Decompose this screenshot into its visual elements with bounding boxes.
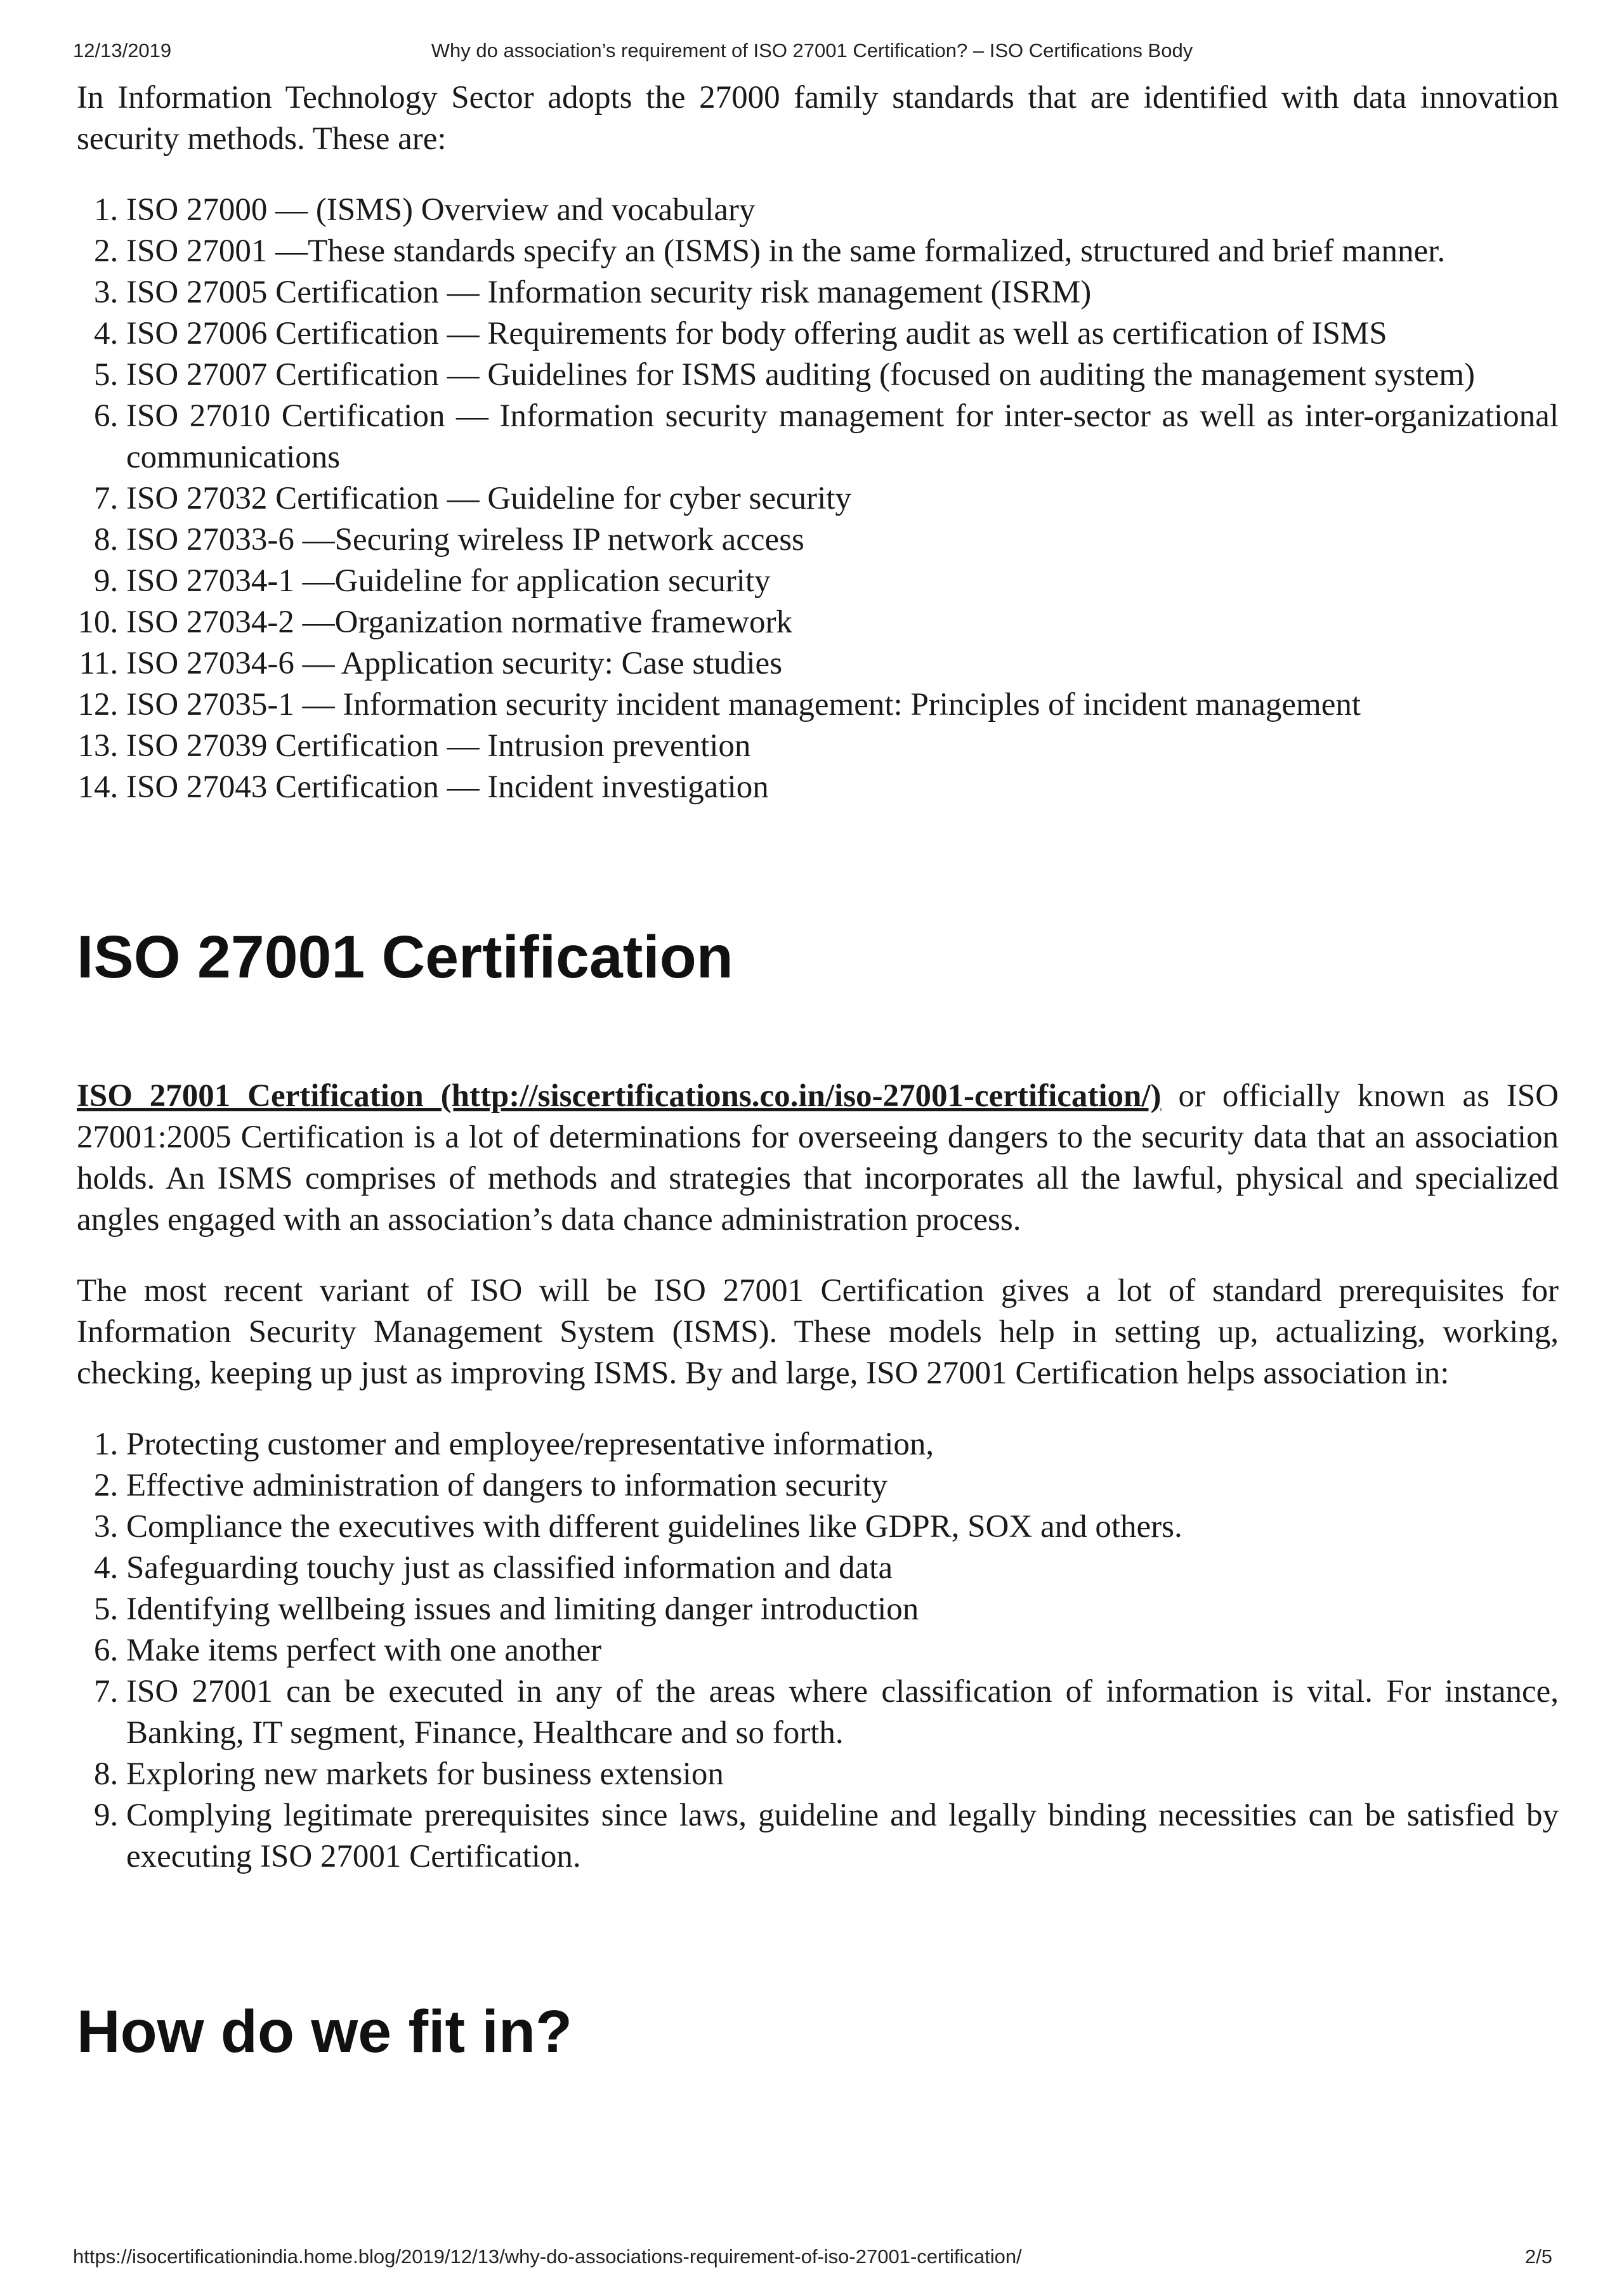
list-item: 7. ISO 27032 Certification — Guideline for cyber security [126, 478, 1559, 519]
benefits-list [77, 1424, 1559, 1878]
list-item: 13. ISO 27039 Certification — Intrusion prevention [126, 726, 1559, 767]
print-header-title: Why do association’s requirement of ISO 27001 Certification? – ISO Certifications Body [431, 39, 1193, 62]
list-item: 10. ISO 27034-2 —Organization normative framework [126, 602, 1559, 643]
certification-paragraph [77, 1076, 1559, 1241]
print-footer-url: https://isocertificationindia.home.blog/2019/12/13/why-do-associations-requirement-of-iso-27001-certification/ [73, 2245, 1022, 2268]
list-item: 3. ISO 27005 Certification — Information security risk management (ISRM) [126, 272, 1559, 313]
article-content [77, 77, 1559, 2067]
standards-list [77, 190, 1559, 808]
list-item: 1. ISO 27000 — (ISMS) Overview and vocabulary [126, 190, 1559, 231]
list-item: 6. Make items perfect with one another [126, 1630, 1559, 1671]
list-item: 11. ISO 27034-6 — Application security: Case studies [126, 643, 1559, 684]
list-item: 6. ISO 27010 Certification — Information security management for inter-sector as well as inter-organizational communications [126, 396, 1559, 478]
print-footer-page-number: 2/5 [1524, 2245, 1552, 2268]
print-footer [0, 2245, 1624, 2277]
list-item: 7. ISO 27001 can be executed in any of the areas where classification of information is vital. For instance, Banking, IT segment, Finance, Healthcare and so forth. [126, 1671, 1559, 1754]
list-item: 14. ISO 27043 Certification — Incident investigation [126, 767, 1559, 808]
print-header [0, 39, 1624, 71]
certification-paragraph-text: or officially known as ISO 27001:2005 Certification is a lot of determinations for overseeing dangers to the security data that an association holds. An ISMS comprises of methods and strategies that incorporates all the lawful, physical and specialized angles engaged with an association’s data chance administration process. [77, 1078, 1559, 1238]
list-item: 2. Effective administration of dangers to information security [126, 1465, 1559, 1506]
recent-variant-paragraph: The most recent variant of ISO will be ISO 27001 Certification gives a lot of standard prerequisites for Information Security Management System (ISMS). These models help in setting up, actualizing, working, checking, keeping up just as improving ISMS. By and large, ISO 27001 Certification helps association in: [77, 1273, 1559, 1391]
list-item: 8. ISO 27033-6 —Securing wireless IP network access [126, 519, 1559, 561]
print-header-date: 12/13/2019 [73, 39, 172, 62]
list-item: 2. ISO 27001 —These standards specify an (ISMS) in the same formalized, structured and brief manner. [126, 231, 1559, 272]
list-item: 12. ISO 27035-1 — Information security incident management: Principles of incident management [126, 684, 1559, 726]
list-item: 9. Complying legitimate prerequisites since laws, guideline and legally binding necessities can be satisfied by executing ISO 27001 Certification. [126, 1795, 1559, 1878]
list-item: 3. Compliance the executives with different guidelines like GDPR, SOX and others. [126, 1506, 1559, 1548]
list-item: 9. ISO 27034-1 —Guideline for application security [126, 561, 1559, 602]
list-item: 1. Protecting customer and employee/representative information, [126, 1424, 1559, 1465]
list-item: 5. ISO 27007 Certification — Guidelines for ISMS auditing (focused on auditing the management system) [126, 355, 1559, 396]
list-item: 4. ISO 27006 Certification — Requirements for body offering audit as well as certification of ISMS [126, 313, 1559, 355]
intro-paragraph: In Information Technology Sector adopts the 27000 family standards that are identified with data innovation security methods. These are: [77, 80, 1559, 157]
list-item: 4. Safeguarding touchy just as classified information and data [126, 1548, 1559, 1589]
list-item: 8. Exploring new markets for business extension [126, 1754, 1559, 1795]
section-heading-how-do-we-fit-in: How do we fit in? [77, 1998, 573, 2065]
list-item: 5. Identifying wellbeing issues and limiting danger introduction [126, 1589, 1559, 1630]
iso-27001-certification-link[interactable]: ISO 27001 Certification (http://siscertifications.co.in/iso-27001-certification/) [77, 1078, 1162, 1114]
section-heading-iso-27001: ISO 27001 Certification [77, 924, 733, 991]
